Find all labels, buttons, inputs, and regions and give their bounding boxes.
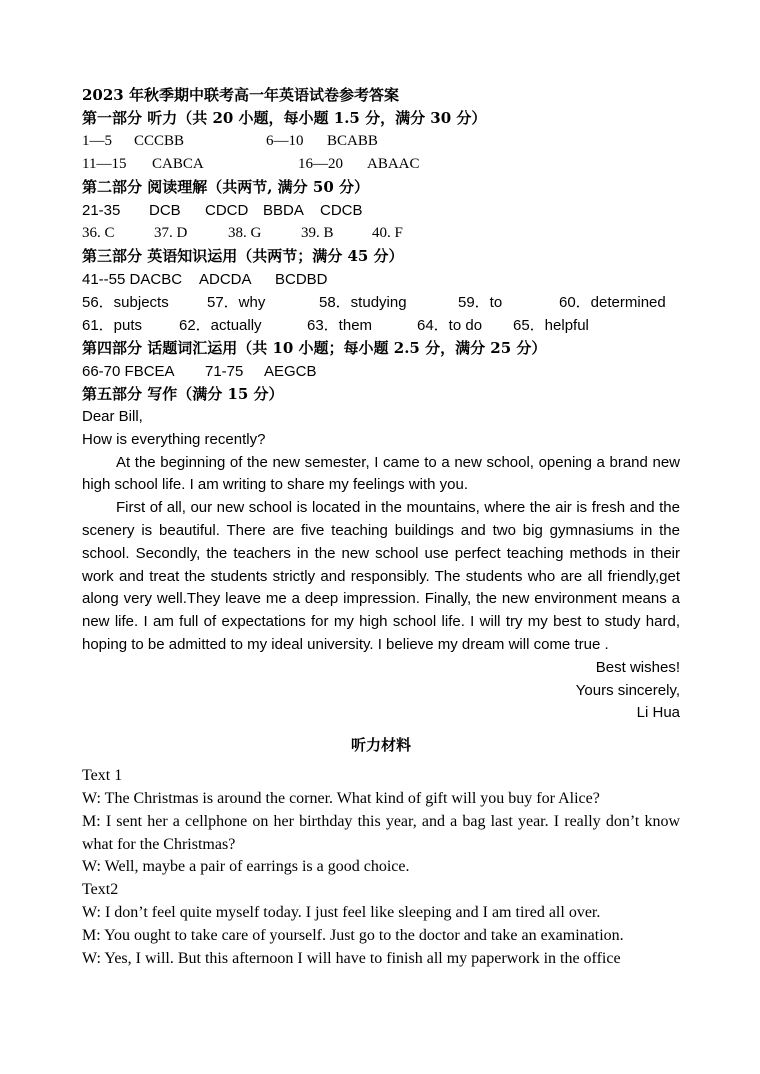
answer-row [82,153,680,176]
answer-range: 1—5 [82,133,112,149]
answer-row [82,314,680,337]
answer-value: 41--55 DACBC [82,271,183,288]
answer-value: CCCBB [134,133,185,149]
answer-value: BCABB [327,133,378,149]
part1-heading: 第一部分 听力（共 20 小题，每小题 1.5 分，满分 30 分） [82,109,487,127]
answer-value: 66-70 FBCEA [82,363,175,380]
answer-value: ADCDA [199,271,252,288]
dialogue-line: W: Well, maybe a pair of earrings is a good choice. [82,858,410,876]
text-label: Text 1 [82,767,123,785]
answer-value: 36. C [82,225,115,241]
answer-value: 65．helpful [513,317,589,334]
answer-value: CDCB [320,202,363,219]
answer-row [82,268,680,291]
letter-closing: Yours sincerely, [575,681,680,699]
answer-value: BBDA [263,202,304,219]
answer-row [82,291,680,314]
answer-row [82,360,680,383]
answer-value: 57．why [207,294,266,311]
answer-value: 38. G [228,225,262,241]
letter-greeting: Dear Bill, [82,408,143,425]
answer-range: 21-35 [82,202,121,219]
document-title: 2023 年秋季期中联考高一年英语试卷参考答案 [82,86,399,104]
dialogue-line: W: Yes, I will. But this afternoon I will have to finish all my paperwork in the office [82,949,621,967]
answer-value: 56．subjects [82,294,169,311]
answer-row [82,130,680,153]
dialogue-line: M: I sent her a cellphone on her birthday this year, and a bag last year. I really don’t know what for the Christmas? [82,812,680,853]
part2-heading: 第二部分 阅读理解（共两节, 满分 50 分） [82,178,369,196]
answer-value: BCDBD [275,271,328,288]
answer-value: 64．to do [417,317,483,334]
answer-value: 58．studying [319,294,407,311]
answer-row [82,222,680,245]
answer-value: 40. F [372,225,403,241]
answer-value: 61．puts [82,317,143,334]
listening-title: 听力材料 [350,736,411,755]
letter-paragraph: At the beginning of the new semester, I came to a new school, opening a brand new high school life. I am writing to share my feelings with you. [82,453,680,494]
answer-value: AEGCB [264,363,317,380]
answer-range: 6—10 [266,133,304,149]
answer-range: 11—15 [82,156,127,172]
answer-value: DCB [149,202,181,219]
letter-signature: Li Hua [636,704,680,722]
part3-heading: 第三部分 英语知识运用（共两节；满分 45 分） [82,247,404,265]
dialogue-line: W: I don’t feel quite myself today. I just feel like sleeping and I am tired all over. [82,903,601,921]
answer-value: 63．them [307,317,373,334]
dialogue-line: W: The Christmas is around the corner. What kind of gift will you buy for Alice? [82,789,600,807]
answer-value: ABAAC [367,156,420,172]
part5-heading: 第五部分 写作（满分 15 分） [82,385,284,403]
answer-range: 16—20 [298,156,343,172]
text-label: Text2 [82,881,119,899]
part4-heading: 第四部分 话题词汇运用（共 10 小题；每小题 2.5 分，满分 25 分） [82,339,547,357]
dialogue-line: M: You ought to take care of yourself. Just go to the doctor and take an examination. [82,926,624,944]
letter-closing: Best wishes! [595,658,680,676]
letter-opening: How is everything recently? [82,430,266,448]
answer-value: CABCA [152,156,204,172]
answer-value: 62．actually [179,317,262,334]
answer-range: 71-75 [205,363,244,380]
answer-key-page [82,84,680,970]
answer-value: 39. B [301,225,334,241]
answer-value: 37. D [154,225,188,241]
letter-paragraph: First of all, our new school is located in the mountains, where the air is fresh and the scenery is beautiful. There are five teaching buildings and two big gymnasiums in the school. Secondly, the teachers in the new school use perfect teaching methods in their work and treat the students strictly and responsibly. The students who are all friendly,get along very well.They leave me a deep impression. Finally, the new environment means a new life. I am full of expectations for my high school life. I will try my best to study hard, hoping to be admitted to my ideal university. I believe my dream will come true . [82,499,680,653]
answer-value: 60．determined [559,294,666,311]
answer-value: CDCD [205,202,249,219]
answer-value: 59．to [458,294,503,311]
answer-row [82,199,680,222]
